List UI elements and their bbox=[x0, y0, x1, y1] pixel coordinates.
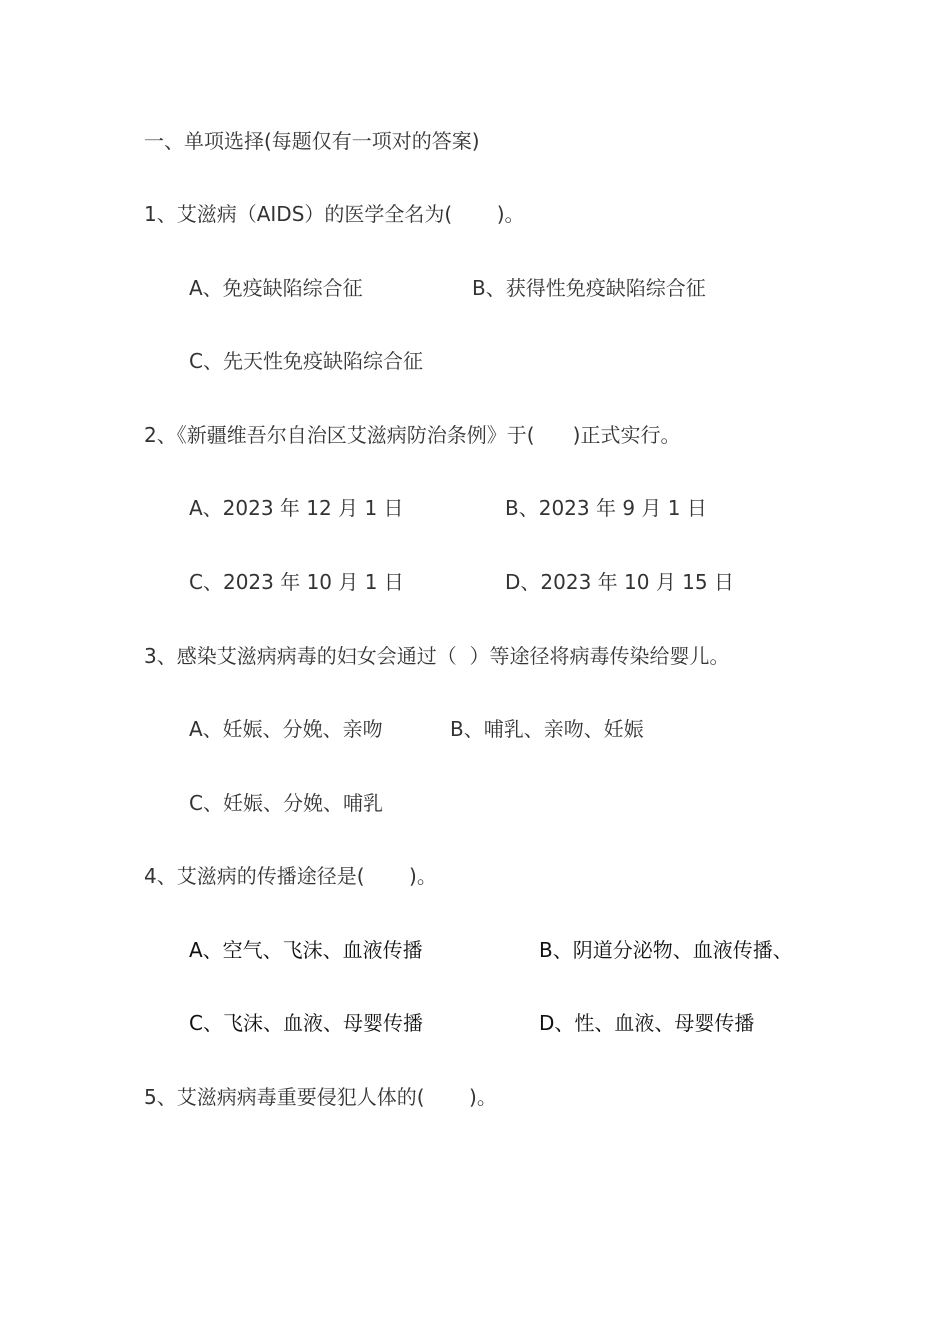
question-2-option-b: B、2023 年 9 月 1 日 bbox=[505, 496, 707, 520]
question-3-text: 3、感染艾滋病病毒的妇女会通过（ ）等途径将病毒传染给婴儿。 bbox=[144, 644, 730, 668]
question-1-text: 1、艾滋病（AIDS）的医学全名为( )。 bbox=[144, 202, 525, 226]
question-2-option-d: D、2023 年 10 月 15 日 bbox=[505, 570, 734, 594]
question-4-option-a: A、空气、飞沫、血液传播 bbox=[189, 938, 423, 962]
question-3-option-c: C、妊娠、分娩、哺乳 bbox=[189, 791, 383, 815]
question-4-option-c: C、飞沫、血液、母婴传播 bbox=[189, 1011, 423, 1035]
question-2-option-c: C、2023 年 10 月 1 日 bbox=[189, 570, 404, 594]
question-3-option-a: A、妊娠、分娩、亲吻 bbox=[189, 717, 383, 741]
question-4-text: 4、艾滋病的传播途径是( )。 bbox=[144, 864, 437, 888]
question-4-option-b: B、阴道分泌物、血液传播、 bbox=[539, 938, 793, 962]
question-2-text: 2、《新疆维吾尔自治区艾滋病防治条例》于( )正式实行。 bbox=[144, 423, 681, 447]
question-4-option-d: D、性、血液、母婴传播 bbox=[539, 1011, 755, 1035]
section-heading: 一、单项选择(每题仅有一项对的答案) bbox=[144, 129, 480, 153]
question-5-text: 5、艾滋病病毒重要侵犯人体的( )。 bbox=[144, 1085, 497, 1109]
question-2-option-a: A、2023 年 12 月 1 日 bbox=[189, 496, 404, 520]
question-1-option-c: C、先天性免疫缺陷综合征 bbox=[189, 349, 423, 373]
question-3-option-b: B、哺乳、亲吻、妊娠 bbox=[450, 717, 644, 741]
question-1-option-a: A、免疫缺陷综合征 bbox=[189, 276, 363, 300]
question-1-option-b: B、获得性免疫缺陷综合征 bbox=[472, 276, 706, 300]
